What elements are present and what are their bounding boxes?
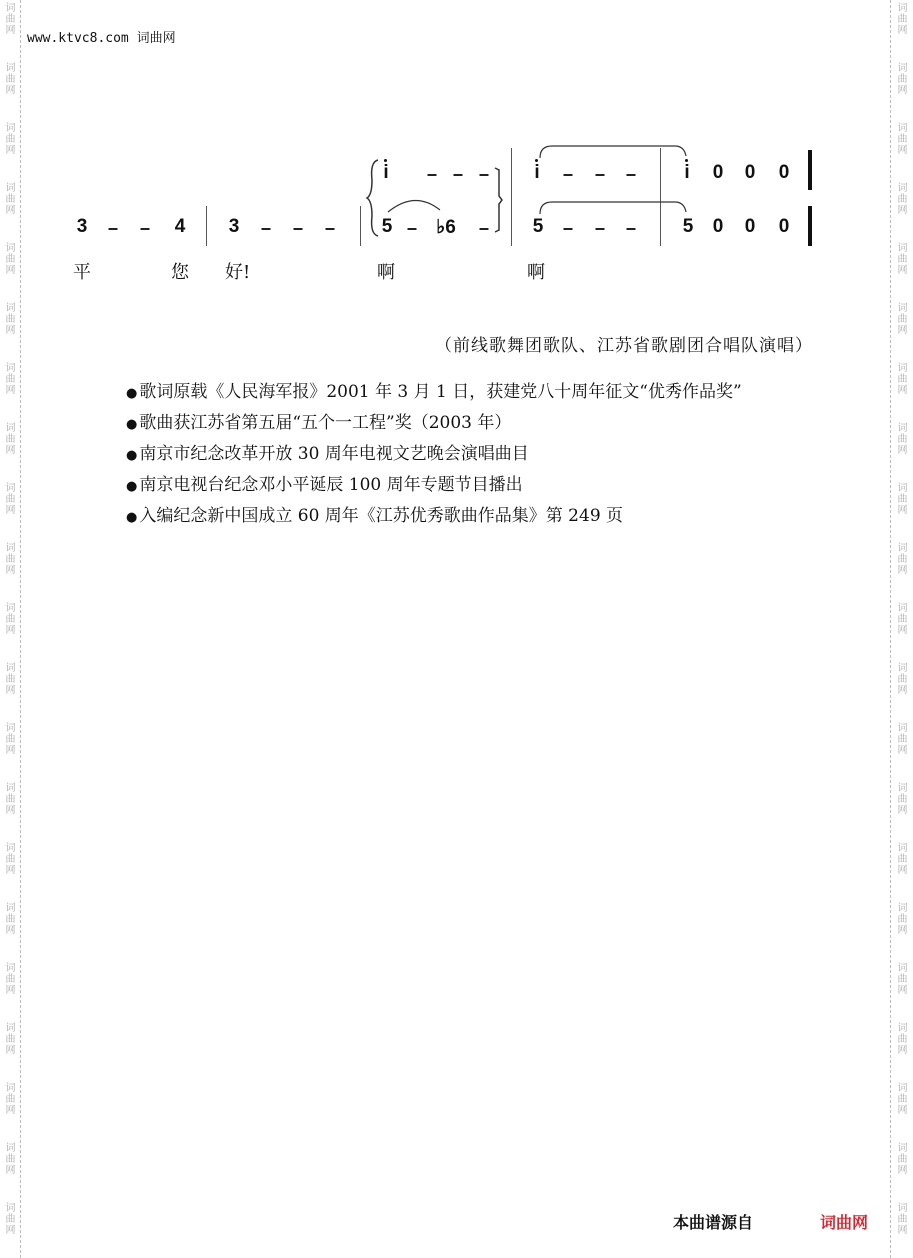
- list-item: ● 歌词原载《人民海军报》2001 年 3 月 1 日，获建党八十周年征文“优秀作品奖”: [126, 380, 742, 411]
- tie-lower: [540, 202, 686, 214]
- source-label: 本曲谱源自: [673, 1213, 754, 1232]
- watermark-text: 词曲网: [3, 362, 14, 395]
- score-marks: [0, 0, 913, 300]
- note: 0: [712, 162, 724, 183]
- note: i: [534, 162, 540, 183]
- watermark-text: 词曲网: [895, 662, 906, 695]
- watermark-text: 词曲网: [895, 1202, 906, 1235]
- watermark-text: 词曲网: [3, 1142, 14, 1175]
- source-site-link[interactable]: 词曲网: [820, 1213, 869, 1232]
- right-brace: [495, 168, 502, 232]
- watermark-text: 词曲网: [3, 122, 14, 155]
- watermark-text: 词曲网: [895, 902, 906, 935]
- note: 3: [76, 216, 88, 237]
- watermark-text: 词曲网: [3, 1202, 14, 1235]
- watermark-text: 词曲网: [3, 722, 14, 755]
- slur: [388, 200, 440, 212]
- watermark-text: 词曲网: [895, 182, 906, 215]
- note: 0: [744, 162, 756, 183]
- watermark-text: 词曲网: [895, 542, 906, 575]
- watermark-text: 词曲网: [895, 1142, 906, 1175]
- site-name[interactable]: 词曲网: [136, 31, 176, 46]
- watermark-text: 词曲网: [895, 122, 906, 155]
- list-item: ● 南京市纪念改革开放 30 周年电视文艺晚会演唱曲目: [126, 442, 742, 473]
- high-octave-dot: [685, 159, 688, 162]
- list-item: ● 入编纪念新中国成立 60 周年《江苏优秀歌曲作品集》第 249 页: [126, 504, 742, 535]
- note: i: [383, 162, 389, 183]
- lyric: 啊: [527, 262, 545, 283]
- watermark-text: 词曲网: [895, 782, 906, 815]
- lyric: 您: [171, 262, 189, 283]
- lyric: 平: [73, 262, 91, 283]
- lyric: 好!: [225, 262, 251, 283]
- note: 5: [682, 216, 694, 237]
- watermark-text: 词曲网: [895, 2, 906, 35]
- note: 0: [778, 216, 790, 237]
- note: 3: [228, 216, 240, 237]
- watermark-text: 词曲网: [895, 62, 906, 95]
- note: ♭6: [436, 217, 456, 238]
- watermark-text: 词曲网: [895, 302, 906, 335]
- watermark-text: 词曲网: [3, 1082, 14, 1115]
- watermark-text: 词曲网: [895, 482, 906, 515]
- watermark-text: 词曲网: [895, 602, 906, 635]
- list-item: ● 南京电视台纪念邓小平诞辰 100 周年专题节目播出: [126, 473, 742, 504]
- watermark-text: 词曲网: [3, 182, 14, 215]
- watermark-text: 词曲网: [895, 962, 906, 995]
- watermark-text: 词曲网: [3, 902, 14, 935]
- note: 5: [532, 216, 544, 237]
- watermark-text: 词曲网: [3, 482, 14, 515]
- list-item: ● 歌曲获江苏省第五届“五个一工程”奖（2003 年）: [126, 411, 742, 442]
- watermark-text: 词曲网: [3, 1022, 14, 1055]
- watermark-text: 词曲网: [895, 422, 906, 455]
- brace: [367, 160, 378, 236]
- lyric: 啊: [377, 262, 395, 283]
- watermark-text: 词曲网: [3, 662, 14, 695]
- note: 0: [712, 216, 724, 237]
- note: 0: [744, 216, 756, 237]
- tie-upper: [540, 146, 686, 158]
- watermark-text: 词曲网: [895, 722, 906, 755]
- watermark-text: 词曲网: [3, 542, 14, 575]
- note: 0: [778, 162, 790, 183]
- site-url[interactable]: www.ktvc8.com: [27, 31, 129, 46]
- watermark-text: 词曲网: [895, 1022, 906, 1055]
- watermark-text: 词曲网: [3, 842, 14, 875]
- note: i: [684, 162, 690, 183]
- watermark-text: 词曲网: [895, 842, 906, 875]
- high-octave-dot: [535, 159, 538, 162]
- note: 5: [381, 216, 393, 237]
- watermark-text: 词曲网: [3, 782, 14, 815]
- watermark-text: 词曲网: [3, 242, 14, 275]
- watermark-text: 词曲网: [3, 2, 14, 35]
- watermark-text: 词曲网: [3, 62, 14, 95]
- notes-list: [126, 380, 742, 535]
- high-octave-dot: [384, 159, 387, 162]
- watermark-text: 词曲网: [895, 362, 906, 395]
- watermark-text: 词曲网: [895, 242, 906, 275]
- watermark-text: 词曲网: [3, 302, 14, 335]
- watermark-text: 词曲网: [3, 962, 14, 995]
- watermark-text: 词曲网: [3, 602, 14, 635]
- watermark-text: 词曲网: [3, 422, 14, 455]
- note: 4: [174, 216, 186, 237]
- watermark-text: 词曲网: [895, 1082, 906, 1115]
- performer-credit: （前线歌舞团歌队、江苏省歌剧团合唱队演唱）: [435, 336, 813, 356]
